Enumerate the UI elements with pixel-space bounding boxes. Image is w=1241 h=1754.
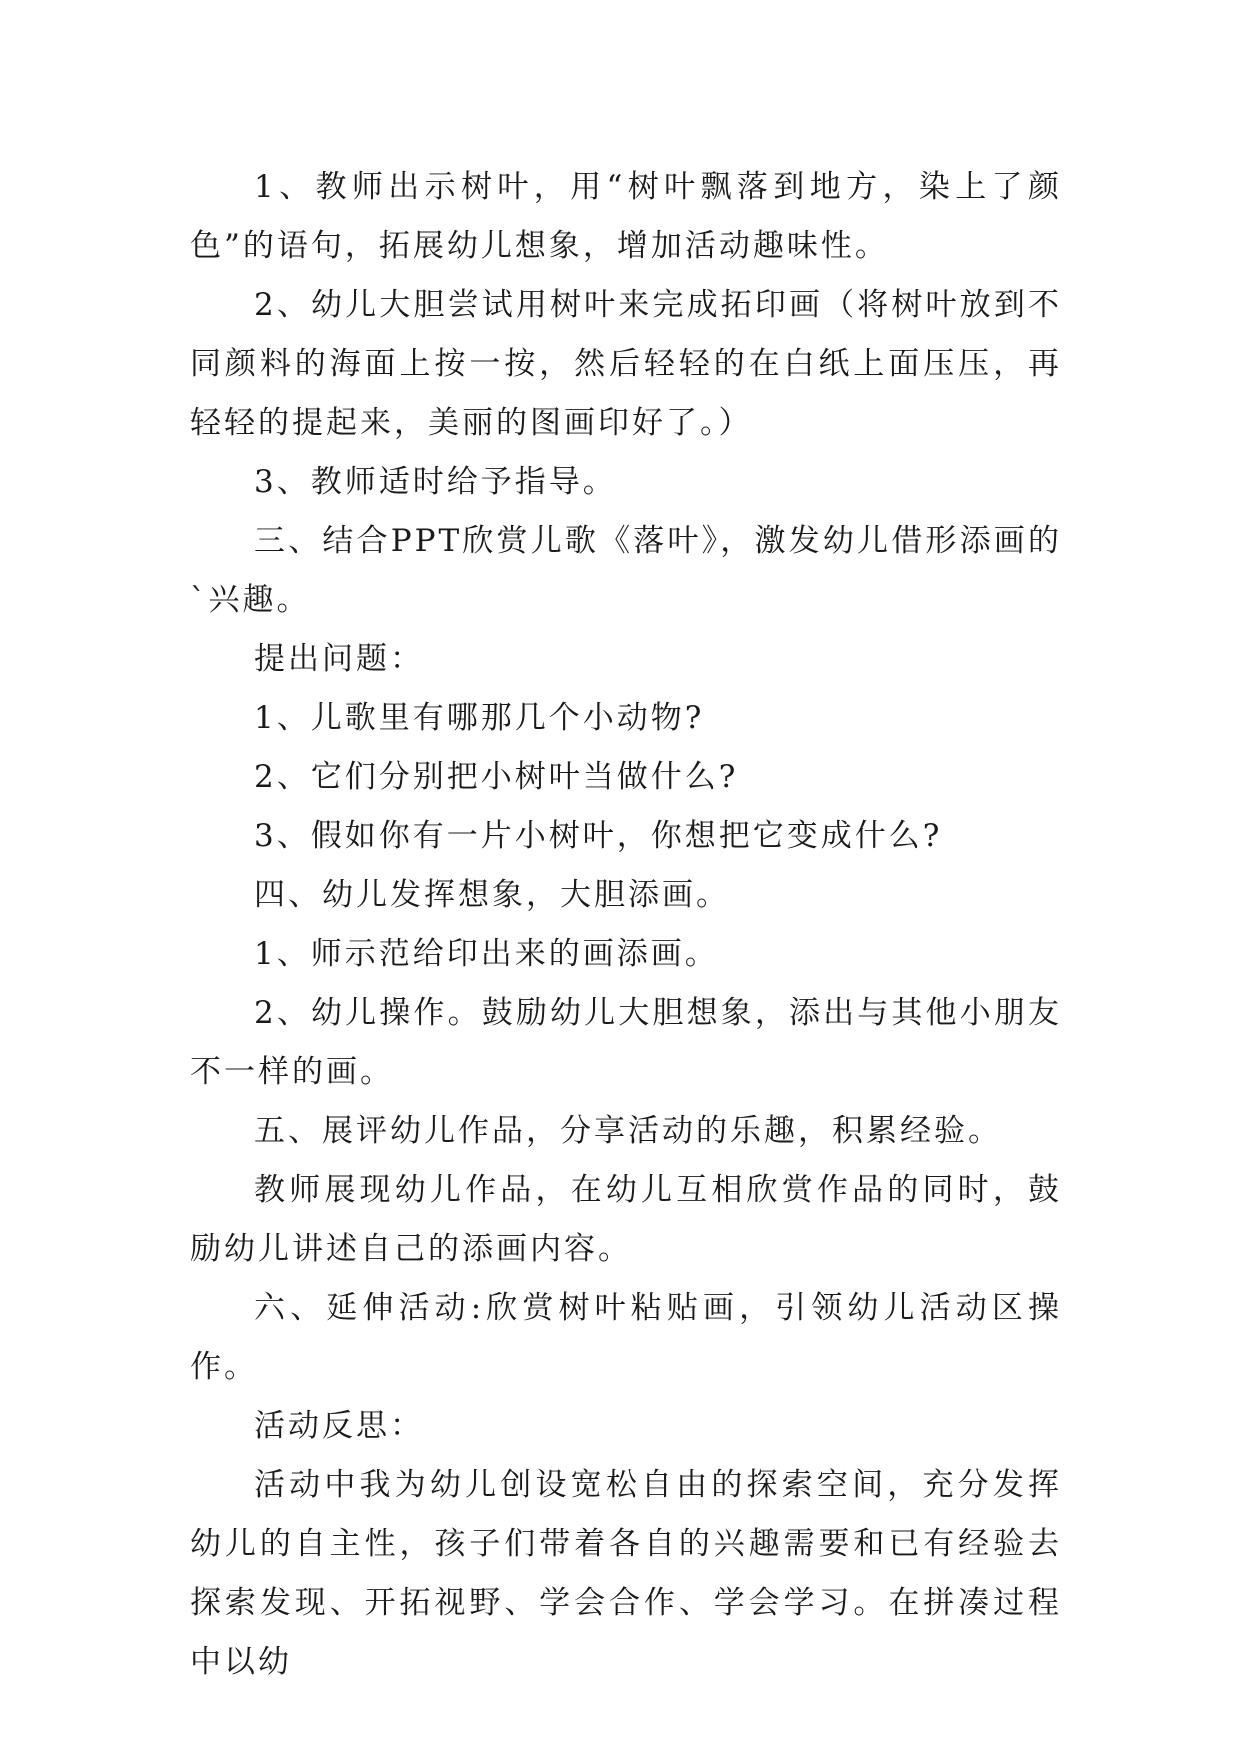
paragraph: 1、教师出示树叶，用“树叶飘落到地方，染上了颜色”的语句，拓展幼儿想象，增加活动趣味性。: [190, 169, 1062, 264]
paragraph: 3、教师适时给予指导。: [254, 464, 617, 500]
document-body: [190, 158, 1062, 1692]
paragraph: 1、师示范给印出来的画添画。: [254, 936, 719, 972]
question-item: 3、假如你有一片小树叶，你想把它变成什么?: [254, 818, 943, 854]
question-item: 2、它们分别把小树叶当做什么?: [254, 759, 739, 795]
paragraph: 提出问题：: [254, 641, 424, 677]
section-heading: 六、延伸活动:欣赏树叶粘贴画，引领幼儿活动区操作。: [190, 1290, 1062, 1385]
paragraph: 活动反思：: [254, 1408, 424, 1444]
paragraph: 2、幼儿大胆尝试用树叶来完成拓印画（将树叶放到不同颜料的海面上按一按，然后轻轻的在白纸上面压压，再轻轻的提起来，美丽的图画印好了。）: [190, 287, 1062, 441]
section-heading: 五、展评幼儿作品，分享活动的乐趣，积累经验。: [254, 1113, 1002, 1149]
paragraph: 2、幼儿操作。鼓励幼儿大胆想象，添出与其他小朋友不一样的画。: [190, 995, 1062, 1090]
section-heading: 四、幼儿发挥想象，大胆添画。: [254, 877, 730, 913]
paragraph: 教师展现幼儿作品，在幼儿互相欣赏作品的同时，鼓励幼儿讲述自己的添画内容。: [190, 1172, 1062, 1267]
section-heading: 三、结合PPT欣赏儿歌《落叶》，激发幼儿借形添画的`兴趣。: [190, 523, 1062, 618]
question-item: 1、儿歌里有哪那几个小动物?: [254, 700, 705, 736]
paragraph: 活动中我为幼儿创设宽松自由的探索空间，充分发挥幼儿的自主性，孩子们带着各自的兴趣需要和已有经验去探索发现、开拓视野、学会合作、学会学习。在拼凑过程中以幼: [190, 1467, 1062, 1680]
